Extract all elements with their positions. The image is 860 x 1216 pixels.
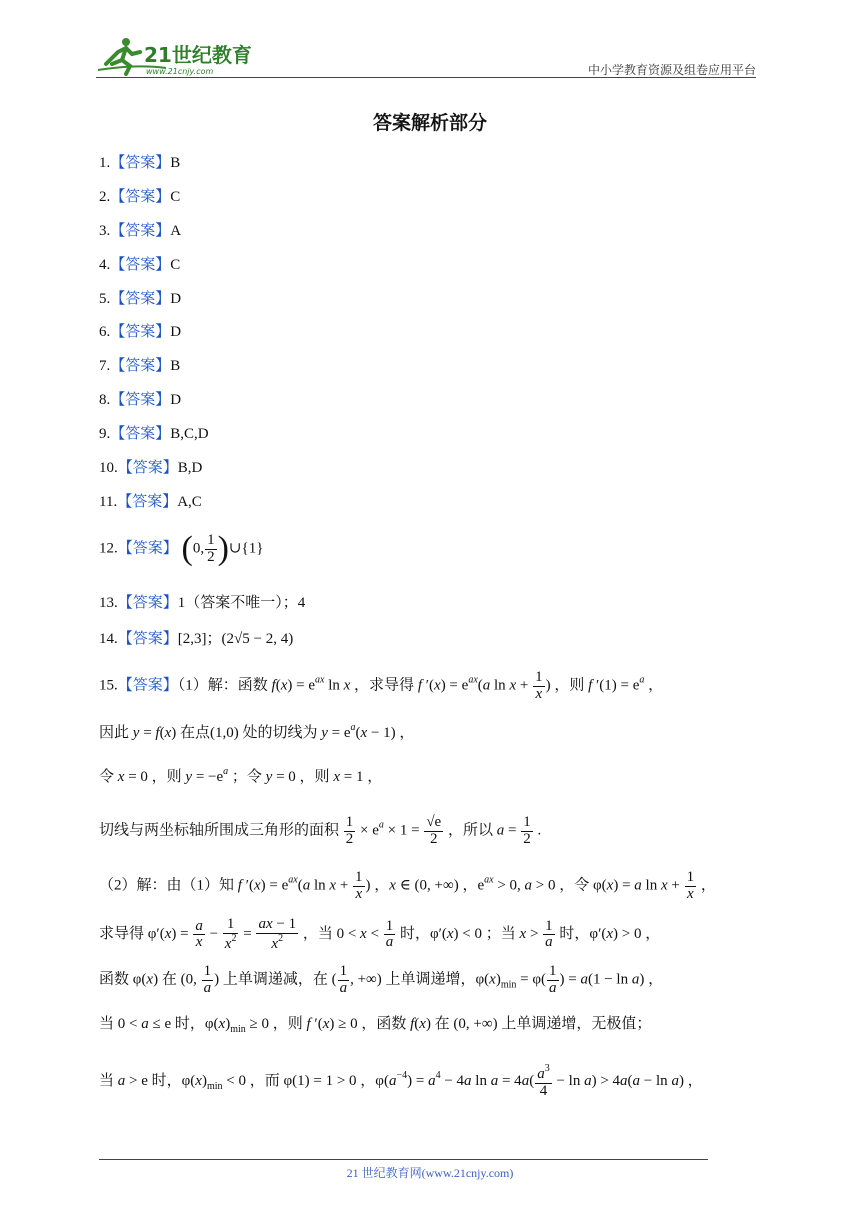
solution-line: 令 x = 0 ，则 $y = -e^a$ ；令 y = 0 ，则 x = 1 ，	[99, 766, 383, 785]
platform-name: 中小学教育资源及组卷应用平台	[587, 63, 756, 77]
logo-url: www.21cnjy.com	[146, 67, 214, 76]
answer-row: 2.【答案】C	[99, 189, 181, 205]
header-divider	[96, 77, 756, 78]
answer-row-14: 14.【答案】[2,3]；(2√5 − 2, 4)	[99, 631, 294, 647]
answer-row: 4.【答案】C	[99, 257, 181, 273]
site-logo	[96, 34, 266, 78]
answer-row: 11.【答案】A,C	[99, 494, 202, 510]
page-title: 答案解析部分	[372, 112, 487, 134]
solution-line: 函数 φ(x) 在 (0, $\frac{1}{a}$ ) 上单调递减，在 ( $\frac{1}{a}$ , +∞) 上单调递增，$\varphi(x)_{min} = \varphi$( $\frac{1}{a}$ ) = a(1 − ln a) ，	[99, 963, 664, 996]
solution-line: 切线与两坐标轴所围成三角形的面积 $\frac{1}{2}$ × $e^a \times 1$ = $\frac{√e}{2}$ ，所以 a = $\frac{1}{2}$ .	[99, 814, 542, 847]
answer-row: 9.【答案】B,C,D	[99, 426, 209, 442]
solution-line: 因此 y = f(x) 在点(1,0) 处的切线为 $y = e^a(x - 1)$ ，	[99, 722, 415, 741]
answer-row: 5.【答案】D	[99, 291, 182, 307]
answer-row: 6.【答案】D	[99, 324, 182, 340]
logo-text: 21世纪教育	[144, 43, 252, 67]
footer-divider	[99, 1159, 708, 1160]
answer-row-12: 12.【答案】 (0, $\frac{1}{2}$ )∪{1}	[99, 530, 264, 567]
solution-line: 当 a > e 时，$\varphi(x)_{min} < 0$ ，而 φ(1) = 1 > 0 ，$\varphi(a^{-4}) = a^4 - 4a$ ln a = 4a( $\frac{a^3}{4}$ − ln a) > 4a(a − ln a) ，	[99, 1063, 703, 1099]
footer-link[interactable]: 21 世纪教育网(www.21cnjy.com)	[346, 1166, 514, 1180]
answer-row-13: 13.【答案】1（答案不唯一）；4	[99, 595, 306, 611]
solution-line: 15.【答案】（1）解：函数 $f(x) = e^{ax}$ ln x ，求导得 f $'(x) = e^{ax}(a$ ln x + $\frac{1}{x}$ ) ，则 f $'(1) = e^a$ ，	[99, 669, 664, 702]
answer-row: 1.【答案】B	[99, 155, 181, 171]
answer-row: 3.【答案】A	[99, 223, 182, 239]
solution-line: 当 0 < a ≤ e 时，$\varphi(x)_{min} \ge 0$ ，则 f ′(x) ≥ 0 ，函数 f(x) 在 (0, +∞) 上单调递增，无极值；	[99, 1016, 652, 1035]
solution-line: 求导得 φ′(x) = $\frac{a}{x}$ − $\frac{1}{x^2}$ = $\frac{ax - 1}{x^2}$ ，当 0 < x < $\frac{1}{a}$ 时，φ′(x) < 0 ；当 x > $\frac{1}{a}$ 时，φ′(x) > 0 ，	[99, 916, 661, 952]
answer-row: 10.【答案】B,D	[99, 460, 203, 476]
answer-row: 8.【答案】D	[99, 392, 182, 408]
answer-row: 7.【答案】B	[99, 358, 181, 374]
solution-line: （2）解：由（1）知 f $'(x) = e^{ax}(a$ ln x + $\frac{1}{x}$ ) ，x ∈ (0, +∞) ，$e^{ax} > 0$, a > 0 ，令 φ(x) = a ln x + $\frac{1}{x}$ ，	[99, 869, 716, 902]
